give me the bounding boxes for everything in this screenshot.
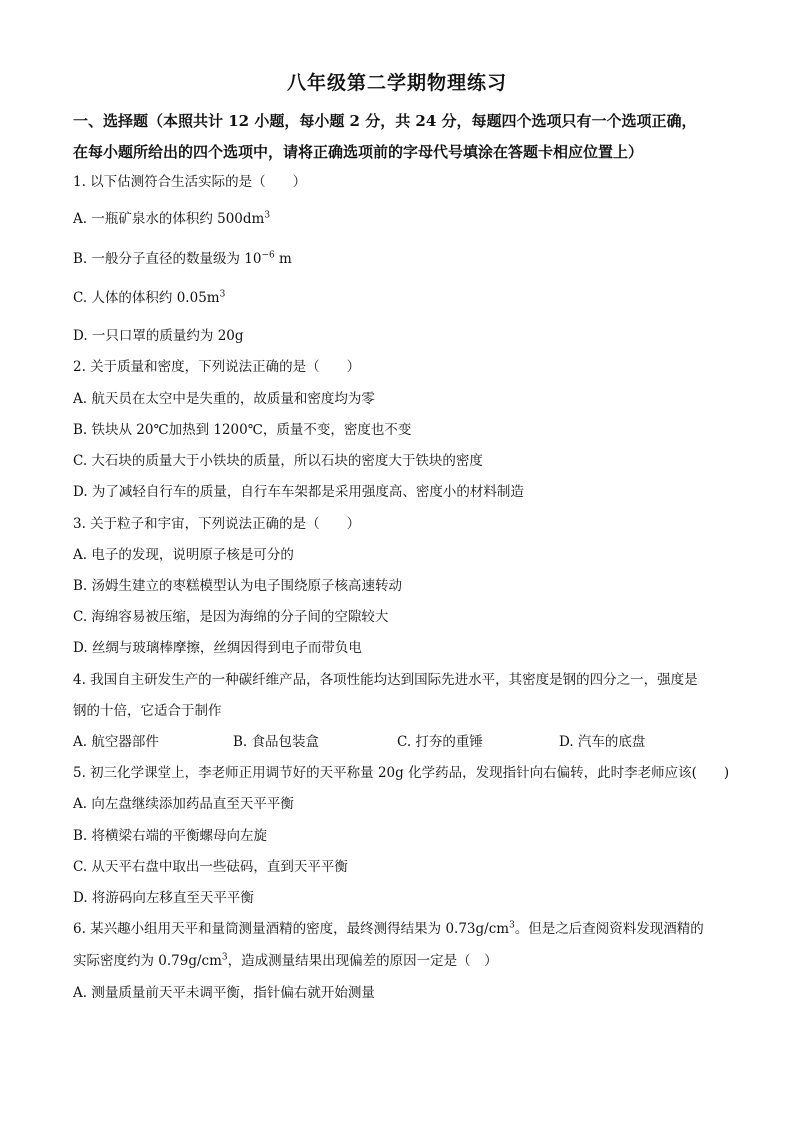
q6-stem-line-1 xyxy=(73,919,704,939)
q1-option-a xyxy=(73,209,270,229)
q1-option-b-sup: −6 xyxy=(261,250,275,261)
q1-option-b-unit: m xyxy=(274,251,292,267)
q5-option-a: A. 向左盘继续添加药品直至天平平衡 xyxy=(73,796,294,812)
q5-option-b: B. 将横梁右端的平衡螺母向左旋 xyxy=(73,828,268,844)
q6-stem-line-2 xyxy=(73,951,498,971)
q4-option-c: C. 打夯的重锤 xyxy=(397,734,483,750)
q4-option-d: D. 汽车的底盘 xyxy=(559,734,646,750)
q5-option-d: D. 将游码向左移直至天平平衡 xyxy=(73,890,254,906)
q4-option-b: B. 食品包装盒 xyxy=(233,734,320,750)
q6-stem-line-1-sup: 3 xyxy=(509,920,515,931)
q6-stem-line-1-text: 6. 某兴趣小组用天平和量筒测量酒精的密度，最终测得结果为 0.73g/cm xyxy=(73,921,510,937)
q2-option-d: D. 为了减轻自行车的质量，自行车车架都是采用强度高、密度小的材料制造 xyxy=(73,484,524,500)
q1-option-d: D. 一只口罩的质量约为 20g xyxy=(73,328,244,344)
q4-stem-line-1: 4. 我国自主研发生产的一种碳纤维产品，各项性能均达到国际先进水平，其密度是钢的四分之一，强度是 xyxy=(73,672,698,688)
q1-option-b-text: B. 一般分子直径的数量级为 10 xyxy=(73,251,262,267)
q1-option-b xyxy=(73,249,292,269)
q2-option-b: B. 铁块从 20℃加热到 1200℃，质量不变，密度也不变 xyxy=(73,422,412,438)
q3-option-c: C. 海绵容易被压缩，是因为海绵的分子间的空隙较大 xyxy=(73,609,389,625)
section-heading-line-2: 在每小题所给出的四个选项中，请将正确选项前的字母代号填涂在答题卡相应位置上） xyxy=(73,143,644,161)
q6-stem-line-2-rest: ，造成测量结果出现偏差的原因一定是（ ） xyxy=(227,953,498,969)
q1-option-c-sup: 3 xyxy=(219,289,226,300)
q3-option-b: B. 汤姆生建立的枣糕模型认为电子围绕原子核高速转动 xyxy=(73,578,403,594)
q6-option-a: A. 测量质量前天平未调平衡，指针偏右就开始测量 xyxy=(73,985,375,1001)
q1-stem: 1. 以下估测符合生活实际的是（ ） xyxy=(73,174,307,190)
q1-option-c-text: C. 人体的体积约 0.05m xyxy=(73,290,220,306)
q2-option-c: C. 大石块的质量大于小铁块的质量，所以石块的密度大于铁块的密度 xyxy=(73,453,483,469)
page-title: 八年级第二学期物理练习 xyxy=(286,72,507,94)
q3-option-a: A. 电子的发现，说明原子核是可分的 xyxy=(73,547,294,563)
q6-stem-line-2-text: 实际密度约为 0.79g/cm xyxy=(73,953,222,969)
section-heading-line-1: 一、选择题（本照共计 12 小题，每小题 2 分，共 24 分，每题四个选项只有一个选项正确， xyxy=(73,112,697,130)
q5-option-c: C. 从天平右盘中取出一些砝码，直到天平平衡 xyxy=(73,859,348,875)
q4-option-a: A. 航空器部件 xyxy=(73,734,159,750)
q3-option-d: D. 丝绸与玻璃棒摩擦，丝绸因得到电子而带负电 xyxy=(73,640,362,656)
q5-stem: 5. 初三化学课堂上，李老师正用调节好的天平称量 20g 化学药品，发现指针向右偏转，此时李老师应该( ) xyxy=(73,765,730,781)
q2-option-a: A. 航天员在太空中是失重的，故质量和密度均为零 xyxy=(73,391,375,407)
q6-stem-line-1-rest: 。但是之后查阅资料发现酒精的 xyxy=(514,921,704,937)
q1-option-c xyxy=(73,288,225,308)
q1-option-a-text: A. 一瓶矿泉水的体积约 500dm xyxy=(73,211,265,227)
q1-option-a-sup: 3 xyxy=(264,210,271,221)
q2-stem: 2. 关于质量和密度，下列说法正确的是（ ） xyxy=(73,359,361,375)
q4-stem-line-2: 钢的十倍，它适合于制作 xyxy=(73,703,222,719)
q3-stem: 3. 关于粒子和宇宙，下列说法正确的是（ ） xyxy=(73,516,361,532)
q6-stem-line-2-sup: 3 xyxy=(221,952,228,963)
